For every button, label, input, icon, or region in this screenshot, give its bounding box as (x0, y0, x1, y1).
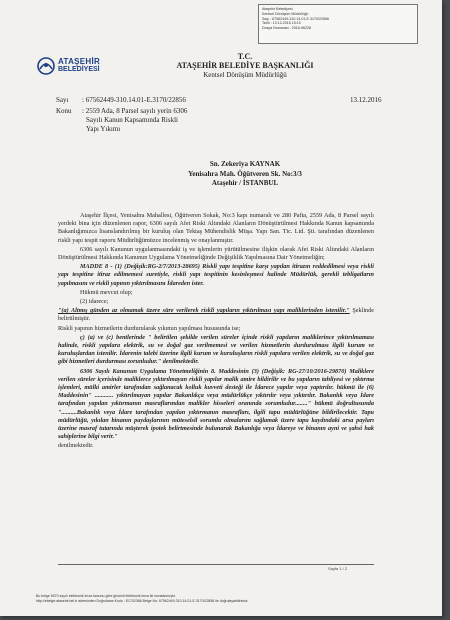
logo-text-line1: ATAŞEHİR (58, 57, 101, 66)
clause-tail: Şeklinde belirtilmiştir. (58, 307, 374, 323)
paragraph: Riskli yapının hizmetlerin durdurularak yıkımın yapılması hususunda ise; (58, 324, 241, 332)
quoted-article: MADDE 8 - (1) (Değişik:RG-2/7/2013-28695) Riskli yapı tespitine karşı yapılan itirazın reddedilmesi veya riskli yapı tespitine itiraz edilmemesi suretiyle, riskli yapı tespitinin kesinleşmesi halinde Müdürlük, gerekli tebligatların yapılmasını ve riskli yapının yıktırılmasını İdareden ister. (58, 263, 374, 287)
paragraph: denilmektedir. (58, 442, 94, 450)
stamp-line: Sayı : 67562449-310.14.01-E.3170/22856 (262, 16, 329, 21)
reference-number (56, 96, 186, 105)
logo-icon (36, 56, 56, 76)
divider (58, 564, 374, 565)
quoted-clause: "(a) Altmış günden az olmamak üzere süre verilerek riskli yapıların yıktırılması yapı maliklerinden istenilir." (58, 307, 350, 315)
footer-line2: http://ebelge.atasehir.bel.tr adresinden Doğrulama Kodu : E1702366 Belge No: 67562449-310.14.01-E.3170/22856 ile doğrulayabilirsiniz. (36, 598, 249, 603)
header-tc: T.C. (237, 52, 253, 61)
municipality-logo (36, 56, 122, 78)
stamp-line: Kentsel Dönüşüm Müdürlüğü (262, 11, 309, 16)
stamp-line: Tarih : 13.12.2016 15:10 (262, 21, 301, 26)
paragraph: Ataşehir İlçesi, Yenisahra Mahallesi, Öğütveren Sokak, No:3 kapı numaralı ve 280 Pafta, 2559 Ada, 8 Parsel sayılı yerdeki bina için düzenlenen rapor, 6306 sayılı Afet Riski Altındaki Alanların Dönüştürülmesi Hakkında Kanun kapsamında Bakanlığımızca lisanslandırılmış bir kuruluş olan Tektaş Mühendislik Müşa. Yapı San. Tic. Ltd. Şti. tarafından düzenlenen riskli yapı tespit raporu Müdürlüğümüzce incelenmiş ve onaylanmıştır. (58, 212, 374, 244)
header-municipality: ATAŞEHİR BELEDİYE BAŞKANLIĞI (176, 61, 314, 70)
paragraph: 6306 sayılı Kanunun uygulanmasındaki iş ve işlemlerin yürütülmesine ilişkin olarak Afet Riski Altındaki Alanların Dönüştürülmesi Hakkında Kanunun Uygulama Yönetmeliğinde Değişiklik Yapılmasına Dair Yönetmeliğin; (58, 245, 374, 262)
e-signature-footer (36, 594, 416, 603)
sayi-value: : 67562449-310.14.01-E.3170/22856 (82, 96, 186, 104)
paragraph: Hükmü mevcut olup; (80, 288, 133, 296)
recipient-name: Sn. Zekeriya KAYNAK (209, 160, 281, 168)
recipient-address (150, 160, 340, 189)
registration-stamp (258, 4, 418, 44)
header-department: Kentsel Dönüşüm Müdürlüğü (203, 71, 287, 79)
page-number: Sayfa 1 / 2 (328, 566, 348, 571)
quoted-article: ç) (a) ve (c) bentlerinde " belirtilen şekilde verilen süreler içinde riskli yapıların maliklerince yıktırılmaması halinde, riskli yapılara elektrik, su ve doğal gaz verilmemesi ve verilen hizmetlerin durdurulması ilgili kurum ve kuruluşlardan istenilir. İdarenin talebi üzerine ilgili kurum ve kuruluşların riskli yapılara verilen elektrik, su ve doğal gaz gibi hizmetleri durdurması zorunludur." denilmektedir. (58, 333, 374, 366)
quoted-article: 6306 Sayılı Kanunun Uygulama Yönetmeliğinin 8. Maddesinin (3) (Değişik: RG-27/10/2016-29870) Maliklere verilen süreler içerisinde maliklerce yıktırılmayan riskli yapılar malik amire bildirilir ve bu yapıların tahliyesi ve yıktırma işlemleri, mülki amirler tarafından sağlanacak kolluk kuvveti desteği ile İdarece yapılır veya yaptırılır. hükmü ile (6) Maddesinin" ............ yıktırılmayan yapılar Bakanlıkça veya müdürlükçe yıktırılır veya yıktırılır. Bakanlık veya İdare tarafından yapılan yıktırmanın masraflarından malikler hisseleri oranında sorumludur........" hükmü doğrultusunda "..........Bakanlık veya İdare tarafından yapılan yıktırmanın masrafları, ilgili tapu müdürlüğüne bildirilecektir. Tapu müdürlüğü, yıkılan binanın paydaşlarının müteselsil sorumlu olmalarını sağlamak üzere tapu kaydındaki arsa payları üzerine masraf tutarında müşterek ipotek belirtmesinde bulunarak Bakanlığa veya İdareye ve binanın ayni ve şahsî hak sahiplerine bilgi verir." (58, 367, 374, 441)
konu-line2: Sayılı Kanun Kapsamında Riskli (86, 116, 178, 124)
letterhead (150, 52, 340, 80)
stamp-line: Ataşehir Belediyesi (262, 7, 293, 11)
recipient-city: Ataşehir / İSTANBUL (211, 179, 279, 187)
paragraph (58, 307, 374, 323)
konu-line3: Yapı Yıkımı (86, 125, 121, 133)
letter-body (58, 212, 374, 452)
sayi-label: Sayı (56, 96, 69, 104)
konu-label: Konu (56, 107, 72, 115)
footer-line1: Bu belge 5070 sayılı elektronik imza kanunu göre güvenli elektronik imza ile imzalanmıştır. (36, 594, 176, 598)
paragraph: (2) idarece; (80, 298, 109, 306)
logo-text-line2: BELEDİYESİ (58, 66, 100, 73)
document-date: 13.12.2016 (350, 96, 382, 104)
subject (56, 107, 187, 134)
recipient-street: Yenisahra Mah. Öğütveren Sk. No:3/3 (188, 169, 302, 178)
stamp-line: Dosya Numarası : 2016-96228 (262, 26, 311, 31)
konu-line1: : 2559 Ada, 8 Parsel sayılı yerin 6306 (82, 107, 188, 115)
